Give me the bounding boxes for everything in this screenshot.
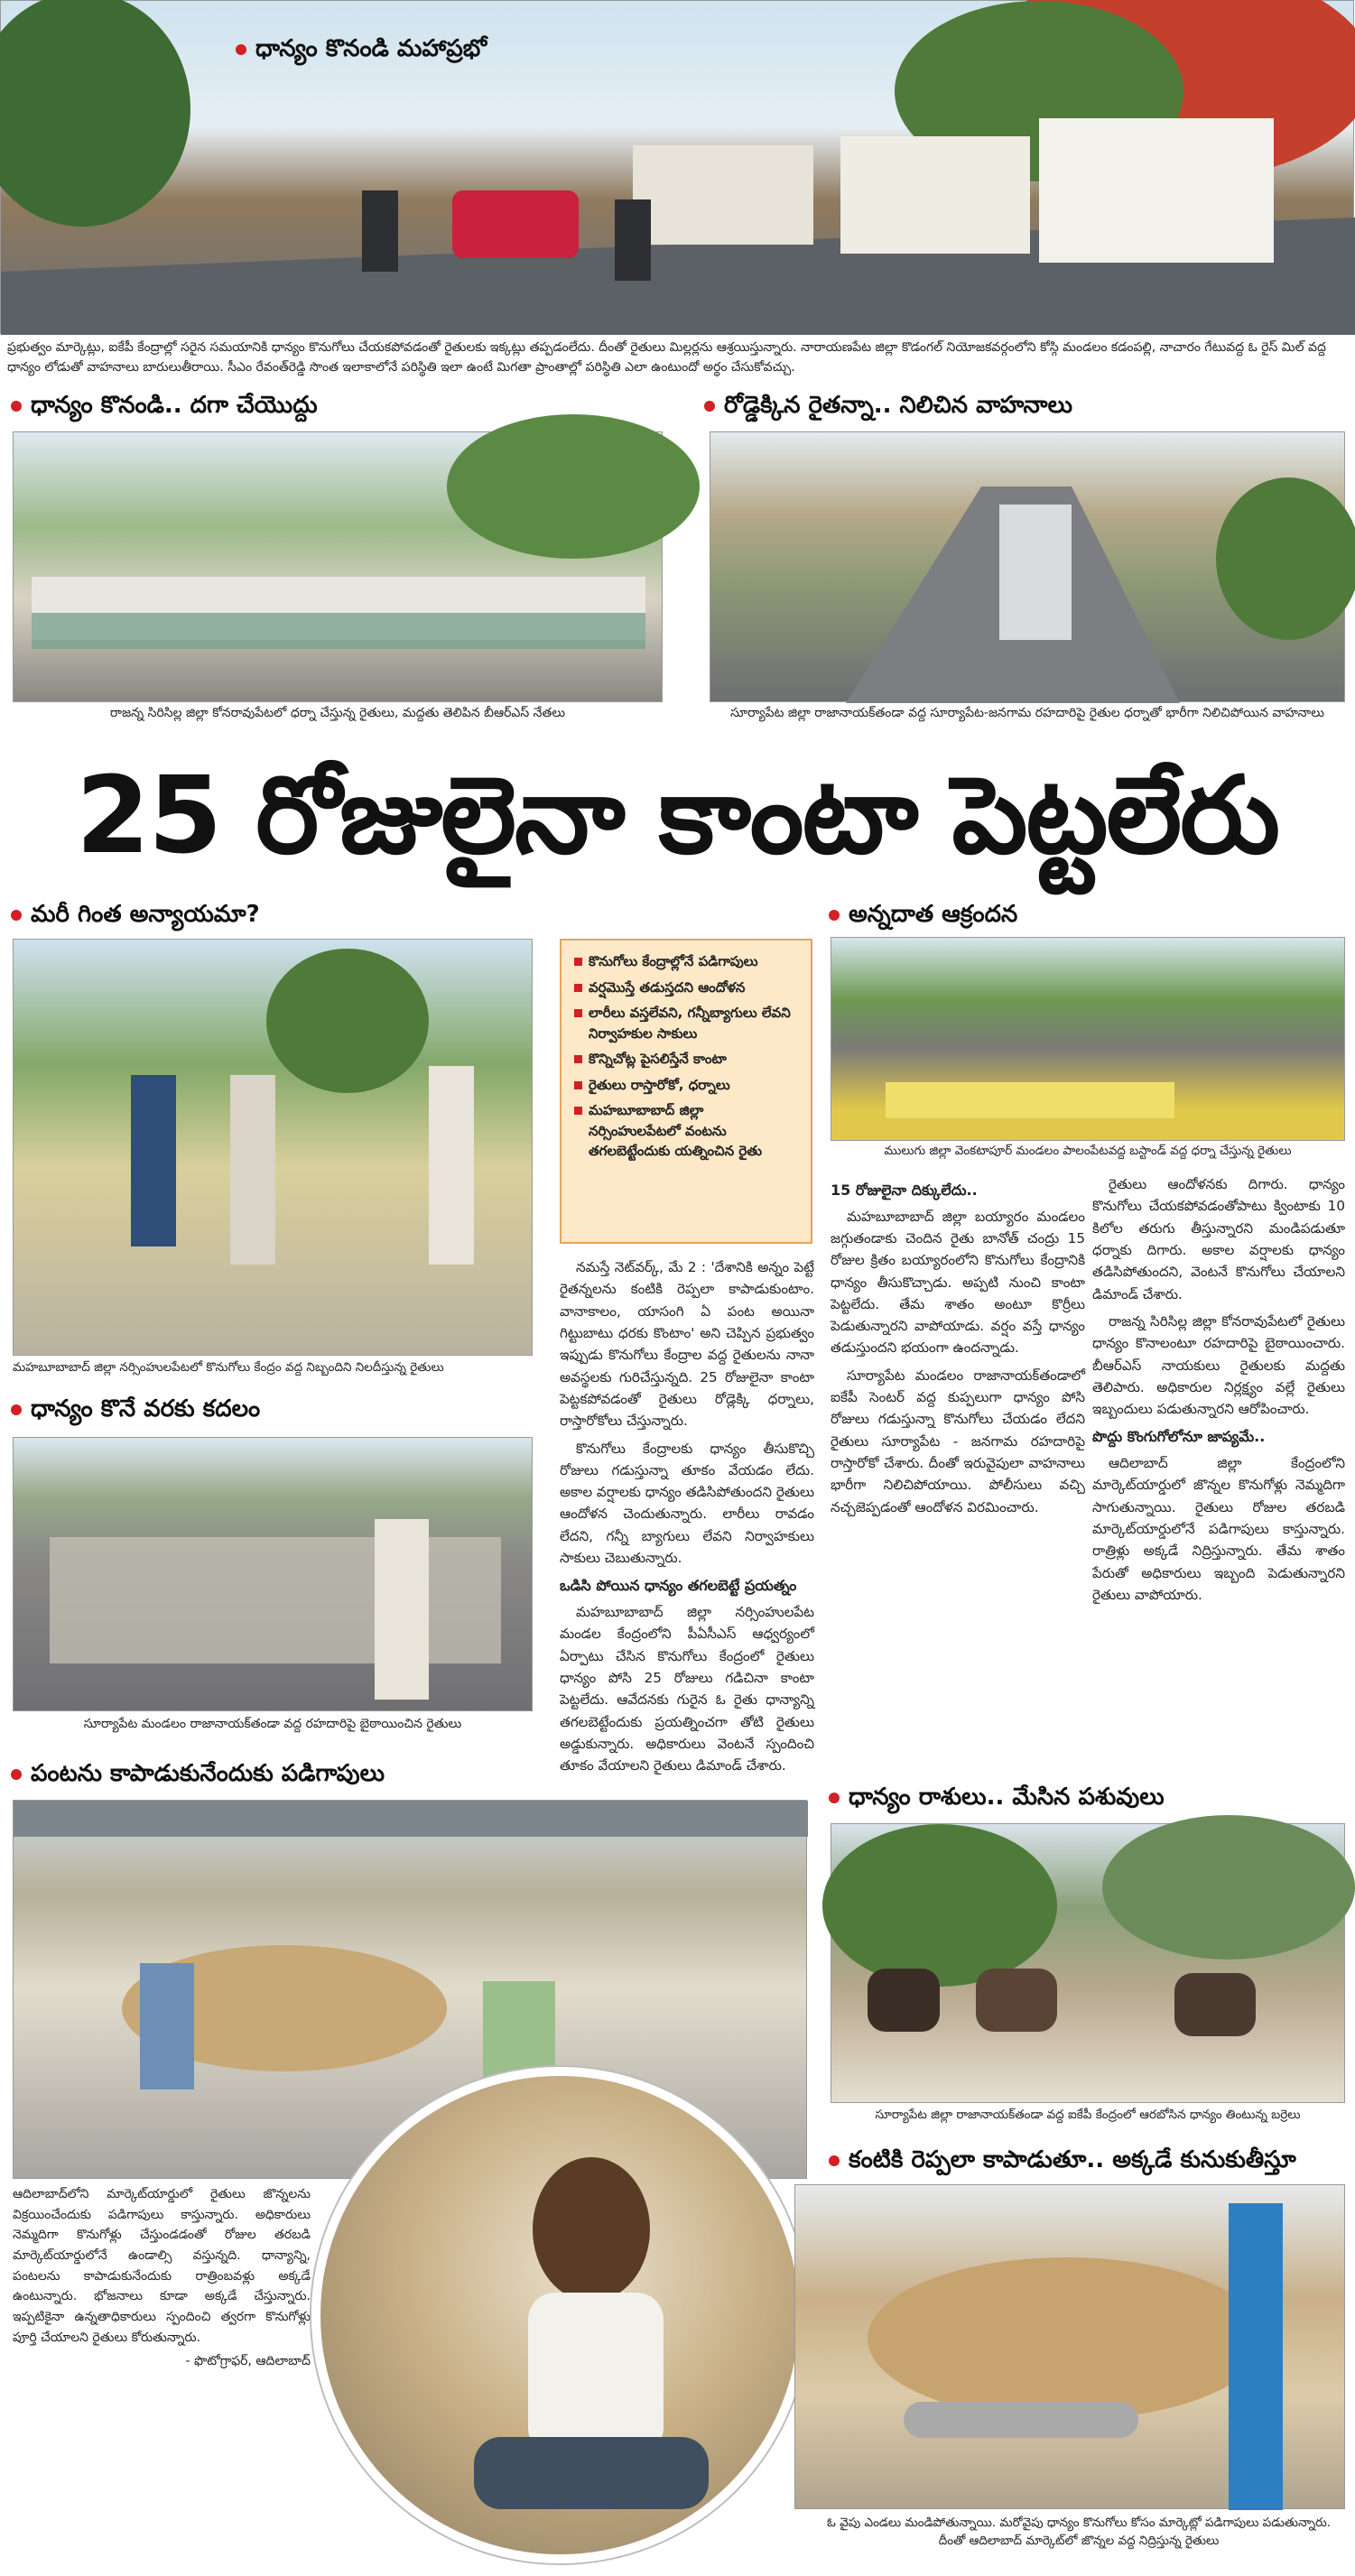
top-photo-illustration: [1, 1, 1355, 335]
photo9-illustration: [795, 2185, 1346, 2510]
photo6-kicker-text: ధాన్యం కొనే వరకు కదలం: [31, 1395, 261, 1422]
photo4-farmers-standing: [13, 939, 533, 1356]
photo2-caption: రాజన్న సిరిసిల్ల జిల్లా కోనరావుపేటలో ధర్నా చేస్తున్న రైతులు, మద్దతు తెలిపిన బీఆర్ఎస్ నేతలు: [109, 706, 566, 720]
article-paragraph: ఆదిలాబాద్ జిల్లా కేంద్రంలోని మార్కెట్‌యార్డులో జొన్నల కొనుగోళ్లు నెమ్మదిగా సాగుతున్నాయి. రైతులు రోజుల తరబడి మార్కెట్‌యార్డులోనే పడిగాపులు కాస్తున్నారు. రాత్రిళ్లు అక్కడే నిద్రిస్తున్నారు. తేమ శాతం పేరుతో అధికారులు ఇబ్బంది పెడుతున్నారని రైతులు వాపోయారు.: [1092, 1455, 1345, 1603]
photo7-side-text: [13, 2184, 311, 2563]
photo4-kicker-text: మరీ గింత అన్యాయమా?: [31, 901, 260, 928]
bullet-icon: [11, 401, 22, 412]
photo5-kicker: [829, 901, 1017, 933]
circle-photo-illustration: [320, 2076, 799, 2554]
bullet-icon: [11, 1404, 22, 1415]
bullet-icon: [704, 401, 715, 412]
bullet-icon: [11, 1769, 22, 1780]
top-caption: ప్రభుత్వం మార్కెట్లు, ఐకేపీ కేంద్రాల్లో సరైన సమయానికి ధాన్యం కొనుగోలు చేయకపోవడంతో రైతులకు ఇక్కట్లు తప్పడంలేదు. దీంతో రైతులు మిల్లర్లను ఆశ్రయిస్తున్నారు. నారాయణపేట జిల్లా కొడంగల్ నియోజకవర్గంలోని కోస్గి మండలం కడంపల్లి, నాచారం గేటువద్ద ఓ రైస్ మిల్ వద్ద ధాన్యం లోడుతో వాహనాలు బారులుతీరాయి. సీఎం రేవంత్‌రెడ్డి సొంత ఇలాకాలోనే పరిస్థితి ఇలా ఉంటే మిగతా ప్రాంతాల్లో పరిస్థితి ఎలా ఉంటుందో అర్థం చేసుకోవచ్చు.: [7, 340, 1326, 375]
photo6-kicker: [11, 1395, 260, 1428]
article-column-1: [560, 1256, 814, 1774]
article-column-2: [831, 1173, 1085, 1740]
article-subhead: పొద్దు కొంగుగోలోనూ జాప్యమే..: [1092, 1428, 1266, 1446]
photo2-kicker: [11, 392, 318, 424]
article-paragraph: రాజన్న సిరిసిల్ల జిల్లా కోనరావుపేటలో రైతులు ధాన్యం కొనాలంటూ రహదారిపై బైఠాయించారు. బీఆర్ఎస్ నాయకులు రైతులకు మద్దతు తెలిపారు. అధికారుల నిర్లక్ష్యం వల్లే రైతులు ఇబ్బందులు పడుతున్నారని ఆరోపించారు.: [1092, 1312, 1345, 1418]
photo5-kicker-text: అన్నదాత ఆక్రందన: [849, 901, 1018, 928]
bullet-icon: [829, 910, 840, 921]
photo9-farmer-sleeping: [794, 2184, 1345, 2509]
photo6-illustration: [14, 1438, 534, 1712]
article-paragraph: రైతులు ఆందోళనకు దిగారు. ధాన్యం కొనుగోలు చేయకపోవడంతోపాటు క్వింటాకు 10 కిలోల తరుగు తీస్తున్నారని మండిపడుతూ ధర్నాకు దిగారు. అకాల వర్షాలకు ధాన్యం తడిసిపోతుందని, వెంటనే కొనుగోలు చేయాలని డిమాండ్ చేశారు.: [1092, 1176, 1345, 1302]
main-headline: 25 రోజులైనా కాంటా పెట్టలేరు: [76, 753, 1278, 877]
article-paragraph: సూర్యాపేట మండలం రాజానాయక్‌తండాలో ఐకేపీ సెంటర్ వద్ద కుప్పలుగా ధాన్యం పోసి రోజులు గడుస్తున్నా కొనుగోలు చేయడం లేదని రైతులు సూర్యాపేట - జనగామ రహదారిపై రాస్తారోకో చేశారు. దీంతో ఇరువైపులా వాహనాలు భారీగా నిలిచిపోయాయి. పోలీసులు వచ్చి నచ్చజెప్పడంతో ఆందోళన విరమించారు.: [831, 1367, 1085, 1515]
photo9-kicker: [829, 2146, 1296, 2179]
photo8-kicker: [829, 1784, 1165, 1816]
photo5-caption: ములుగు జిల్లా వెంకటాపూర్ మండలం పాలంపేటవద్ద బస్టాండ్ వద్ద ధర్నా చేస్తున్న రైతులు: [884, 1144, 1292, 1158]
highlight-item: లారీలు వస్తలేవని, గన్నీబ్యాగులు లేవని నిర్వాహకుల సాకులు: [572, 1003, 800, 1043]
article-paragraph: నమస్తే నెట్‌వర్క్, మే 2 : 'దేశానికి అన్నం పెట్టే రైతన్నలను కంటికి రెప్పలా కాపాడుకుంటాం. వానాకాలం, యాసంగి ఏ పంట అయినా గిట్టుబాటు ధరకు కొంటాం' అని చెప్పిన ప్రభుత్వం ఇప్పుడు కొనుగోలు కేంద్రాల వద్ద రైతులను నానా అవస్థలకు గురిచేస్తున్నది. 25 రోజులైనా కాంటా పెట్టకపోవడంతో రైతులు రోడ్లెక్కి ధర్నాలు, రాస్తారోకోలు చేస్తున్నారు.: [560, 1259, 814, 1430]
photo3-kicker: [704, 392, 1072, 424]
photo4-kicker: [11, 901, 260, 933]
top-kicker: [236, 35, 487, 68]
photo8-illustration: [831, 1824, 1346, 2104]
article-paragraph: కొనుగోలు కేంద్రాలకు ధాన్యం తీసుకొచ్చి రోజులు గడుస్తున్నా తూకం వేయడం లేదు. అకాల వర్షాలకు ధాన్యం తడిసిపోతుందని రైతులు ఆందోళన చెందుతున్నారు. లారీలు రావడం లేదని, గన్నీ బ్యాగులు లేవని నిర్వాహకులు సాకులు చెబుతున్నారు.: [560, 1440, 814, 1567]
photo2-protest: [13, 431, 663, 702]
article-paragraph: మహబూబాబాద్ జిల్లా బయ్యారం మండలం జగ్గుతండాకు చెందిన రైతు బానోత్ చంద్రు 15 రోజుల క్రితం బయ్యారంలోని కొనుగోలు కేంద్రానికి ధాన్యం తీసుకొచ్చాడు. అప్పటి నుంచి కాంటా పెట్టలేదు. తేమ శాతం అంటూ కొర్రీలు పెడుతున్నారని వాపోయాడు. వర్షం వస్తే ధాన్యం తడుస్తుందని భయంగా ఉందన్నాడు.: [831, 1208, 1085, 1357]
article-subhead: 15 రోజులైనా దిక్కులేదు..: [831, 1181, 978, 1199]
article-column-3: [1092, 1173, 1345, 1740]
photo3-road-jam: [710, 431, 1345, 702]
photo3-kicker-text: రోడ్డెక్కిన రైతన్నా.. నిలిచిన వాహనాలు: [724, 392, 1073, 419]
photo6-farmers-sitting: [13, 1437, 533, 1711]
highlight-item: రైతులు రాస్తారోకో, ధర్నాలు: [572, 1075, 800, 1096]
photo2-kicker-text: ధాన్యం కొనండి.. దగా చేయొద్దు: [31, 392, 318, 419]
highlight-item: వర్షమొస్తే తడుస్తదని ఆందోళన: [572, 978, 800, 998]
top-kicker-text: ధాన్యం కొనండి మహాప్రభో: [255, 35, 487, 62]
photo8-kicker-text: ధాన్యం రాశులు.. మేసిన పశువులు: [849, 1784, 1165, 1811]
top-photo-truck-queue: [0, 0, 1354, 334]
photo8-caption: సూర్యాపేట జిల్లా రాజానాయక్‌తండా వద్ద ఐకేపీ కేంద్రంలో ఆరబోసిన ధాన్యం తింటున్న బర్రెలు: [875, 2108, 1301, 2122]
bullet-icon: [829, 1793, 840, 1803]
bullet-icon: [829, 2155, 840, 2166]
circle-photo-farmer: [311, 2067, 808, 2563]
highlights-box: [560, 939, 812, 1244]
bullet-icon: [236, 44, 246, 55]
photo8-cattle: [831, 1823, 1345, 2103]
photo3-caption: సూర్యాపేట జిల్లా రాజానాయక్‌తండా వద్ద సూర్యాపేట-జనగామ రహదారిపై రైతుల ధర్నాతో భారీగా నిలిచిపోయిన వాహనాలు: [729, 706, 1325, 720]
photo9-kicker-text: కంటికి రెప్పలా కాపాడుతూ.. అక్కడే కునుకుతీస్తూ: [849, 2146, 1296, 2173]
bullet-icon: [11, 910, 22, 921]
photo6-caption: సూర్యాపేట మండలం రాజానాయక్‌తండా వద్ద రహదారిపై బైఠాయించిన రైతులు: [83, 1717, 462, 1731]
article-subhead: ఒడిసి పోయిన ధాన్యం తగలబెట్టే ప్రయత్నం: [560, 1577, 797, 1595]
photo7-side-text-body: ఆదిలాబాద్‌లోని మార్కెట్‌యార్డులో రైతులు జొన్నలను విక్రయించేందుకు పడిగాపులు కాస్తున్నారు. అధికారులు నెమ్మదిగా కొనుగోళ్లు చేస్తుండడంతో రోజుల తరబడి మార్కెట్‌యార్డులోనే ఉండాల్సి వస్తున్నది. ధాన్యాన్ని, పంటలను కాపాడుకునేందుకు రాత్రింబవళ్లు అక్కడే ఉంటున్నారు. భోజనాలు కూడా అక్కడే చేస్తున్నారు. ఇప్పటికైనా ఉన్నతాధికారులు స్పందించి త్వరగా కొనుగోళ్లు పూర్తి చేయాలని రైతులు కోరుతున్నారు.: [13, 2187, 311, 2345]
highlight-item: మహబూబాబాద్ జిల్లా నర్సింహులపేటలో వంటను తగలబెట్టేందుకు యత్నించిన రైతు: [572, 1100, 800, 1162]
photo3-illustration: [710, 432, 1346, 703]
photo9-caption: ఓ వైపు ఎండలు మండిపోతున్నాయి. మరోవైపు ధాన్యం కొనుగోలు కోసం మార్కెట్లో పడిగాపులు పడుతున్నారు. దీంతో ఆదిలాబాద్ మార్కెట్‌లో జొన్నల వద్ద నిద్రిస్తున్న రైతులు: [826, 2516, 1332, 2548]
highlight-item: కొనుగోలు కేంద్రాల్లోనే పడిగాపులు: [572, 951, 800, 972]
photo4-illustration: [14, 940, 534, 1357]
photo5-illustration: [831, 938, 1346, 1142]
article-paragraph: మహబూబాబాద్ జిల్లా నర్సింహులపేట మండల కేంద్రంలోని పీఏసీఎస్ ఆధ్వర్యంలో ఏర్పాటు చేసిన కొనుగోలు కేంద్రంలో రైతులు ధాన్యం పోసి 25 రోజులు గడిచినా కాంటా పెట్టలేదు. ఆవేదనకు గురైన ఓ రైతు ధాన్యాన్ని తగలబెట్టేందుకు ప్రయత్నించగా తోటి రైతులు అడ్డుకున్నారు. అధికారులు వెంటనే స్పందించి తూకం వేయాలని రైతులు డిమాండ్ చేశారు.: [560, 1603, 814, 1774]
photo7-credit: - ఫొటోగ్రాఫర్, ఆదిలాబాద్: [185, 2354, 311, 2369]
photo2-illustration: [14, 432, 664, 703]
photo7-kicker-text: పంటను కాపాడుకునేందుకు పడిగాపులు: [31, 1760, 385, 1787]
highlight-item: కొన్నిచోట్ల పైసలిస్తేనే కాంటా: [572, 1049, 800, 1070]
photo5-crowd: [831, 937, 1345, 1141]
photo7-kicker: [11, 1760, 385, 1793]
photo4-caption: మహబూబాబాద్ జిల్లా నర్సింహులపేటలో కొనుగోలు కేంద్రం వద్ద నిబ్బందిని నిలదీస్తున్న రైతులు: [13, 1360, 444, 1375]
